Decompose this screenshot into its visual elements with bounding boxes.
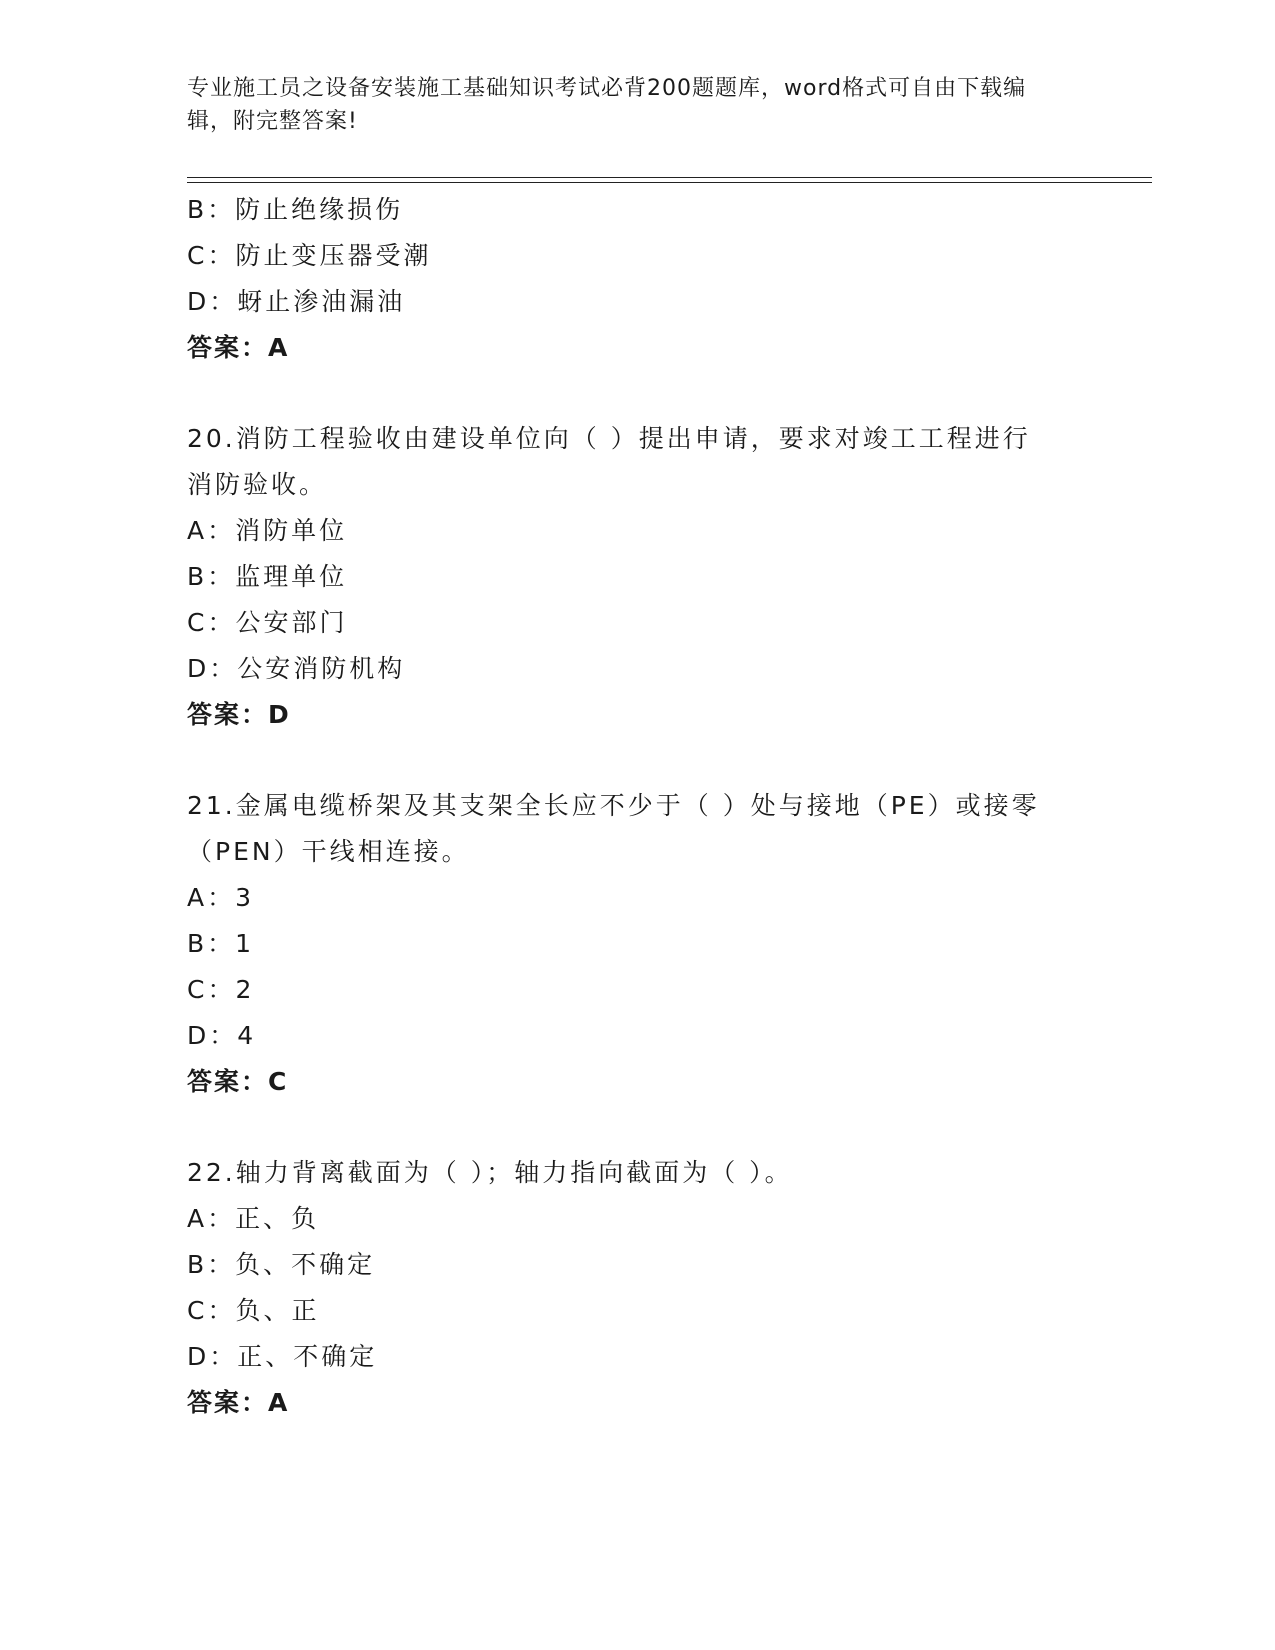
question-22 bbox=[187, 1150, 1087, 1426]
option-b: B：防止绝缘损伤 bbox=[187, 195, 404, 224]
option-c: C：2 bbox=[187, 975, 255, 1004]
option-c: C：公安部门 bbox=[187, 608, 348, 637]
option-b: B：负、不确定 bbox=[187, 1250, 376, 1279]
option-a: A：消防单位 bbox=[187, 516, 348, 545]
option-b: B：1 bbox=[187, 929, 255, 958]
option-a: A：3 bbox=[187, 883, 255, 912]
option-d: D：正、不确定 bbox=[187, 1342, 378, 1371]
option-d: D：4 bbox=[187, 1021, 257, 1050]
option-c: C：防止变压器受潮 bbox=[187, 241, 432, 270]
question-text: 20.消防工程验收由建设单位向（ ）提出申请，要求对竣工工程进行消防验收。 bbox=[187, 424, 1031, 499]
question-text: 22.轴力背离截面为（ ）；轴力指向截面为（ ）。 bbox=[187, 1158, 793, 1187]
answer: 答案：D bbox=[187, 700, 291, 729]
answer: 答案：A bbox=[187, 1388, 290, 1417]
question-list bbox=[187, 187, 1087, 1471]
question-partial bbox=[187, 187, 1087, 371]
option-a: A：正、负 bbox=[187, 1204, 320, 1233]
header-rule-bottom bbox=[187, 182, 1152, 183]
document-header: 专业施工员之设备安装施工基础知识考试必背200题题库，word格式可自由下载编辑，附完整答案! bbox=[187, 76, 1027, 134]
answer: 答案：A bbox=[187, 333, 290, 362]
option-d: D：公安消防机构 bbox=[187, 654, 406, 683]
question-21 bbox=[187, 783, 1087, 1105]
option-d: D：蚜止渗油漏油 bbox=[187, 287, 406, 316]
question-20 bbox=[187, 416, 1087, 738]
answer: 答案：C bbox=[187, 1067, 289, 1096]
header-rule-top bbox=[187, 177, 1152, 178]
option-b: B：监理单位 bbox=[187, 562, 348, 591]
option-c: C：负、正 bbox=[187, 1296, 320, 1325]
question-text: 21.金属电缆桥架及其支架全长应不少于（ ）处与接地（PE）或接零（PEN）干线相连接。 bbox=[187, 791, 1040, 866]
